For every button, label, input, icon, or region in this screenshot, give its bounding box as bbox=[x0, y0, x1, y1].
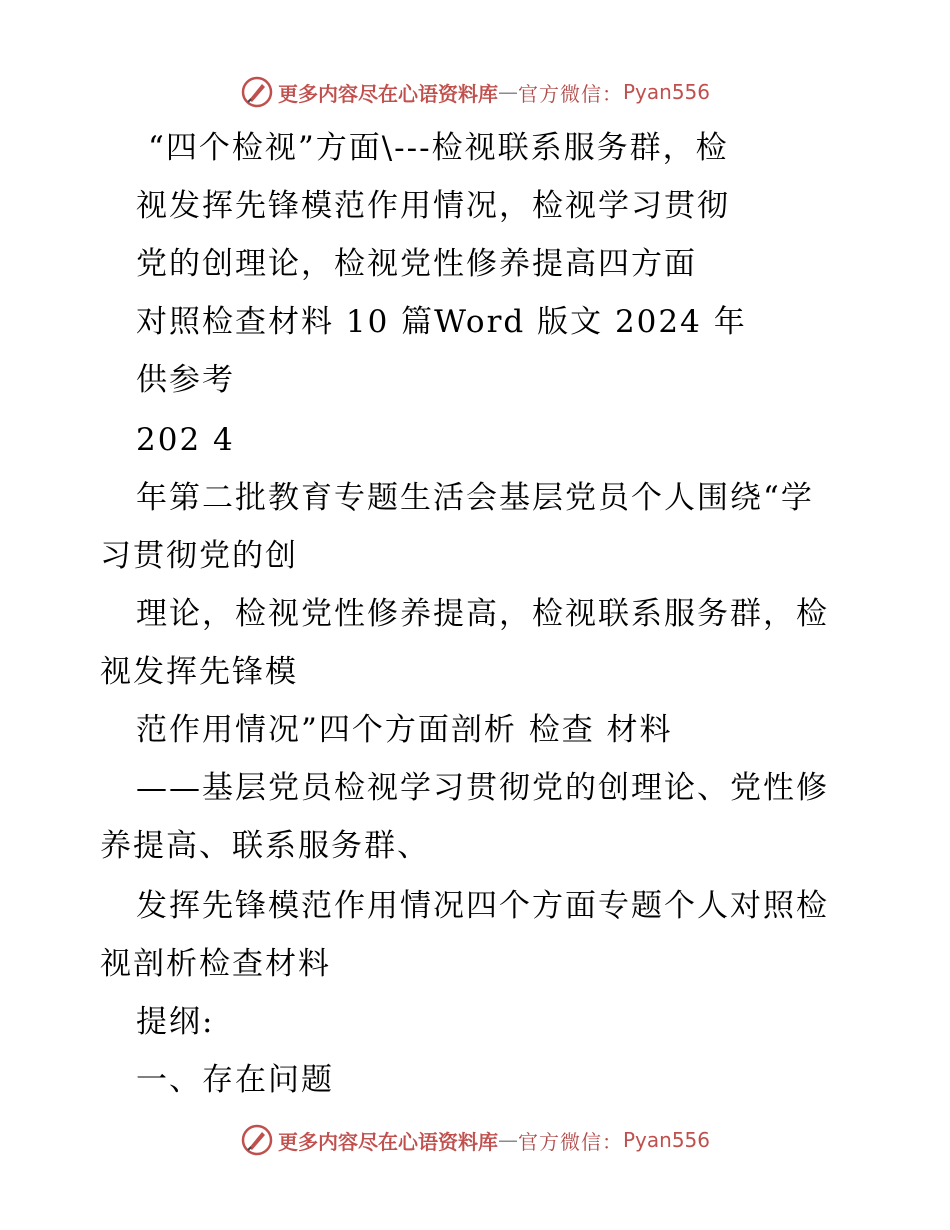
quill-logo-icon bbox=[240, 75, 274, 109]
quill-logo-icon bbox=[240, 1123, 274, 1157]
doc-line-5: 供参考 bbox=[136, 362, 235, 398]
doc-line-11: 范作用情况”四个方面剖析 检查 材料 bbox=[136, 712, 673, 748]
footer-banner bbox=[0, 1120, 950, 1160]
header-banner bbox=[0, 72, 950, 112]
doc-line-14: 发挥先锋模范作用情况四个方面专题个人对照检 bbox=[136, 888, 829, 924]
doc-line-8: 习贯彻党的创 bbox=[100, 538, 298, 574]
banner-wechat-label: 官方微信： bbox=[517, 81, 623, 106]
doc-line-2: 视发挥先锋模范作用情况，检视学习贯彻 bbox=[136, 188, 730, 224]
doc-line-10: 视发挥先锋模 bbox=[100, 654, 298, 690]
banner-wechat-label: 官方微信： bbox=[517, 1129, 623, 1154]
doc-line-13: 养提高、联系服务群、 bbox=[100, 828, 430, 864]
doc-line-4: 对照检查材料 10 篇Word 版文 2024 年 bbox=[136, 304, 747, 340]
doc-line-16: 提纲: bbox=[136, 1004, 215, 1040]
banner-dash: — bbox=[497, 1128, 518, 1152]
doc-line-7: 年第二批教育专题生活会基层党员个人围绕“学 bbox=[136, 480, 814, 516]
doc-line-6: 202 4 bbox=[136, 422, 235, 458]
banner-title: 更多内容尽在心语资料库 bbox=[277, 1129, 498, 1154]
banner-title: 更多内容尽在心语资料库 bbox=[277, 81, 498, 106]
doc-line-17: 一、存在问题 bbox=[136, 1062, 334, 1098]
doc-line-9: 理论，检视党性修养提高，检视联系服务群，检 bbox=[136, 596, 829, 632]
banner-dash: — bbox=[497, 80, 518, 104]
doc-line-3: 党的创理论，检视党性修养提高四方面 bbox=[136, 246, 697, 282]
doc-line-12: ——基层党员检视学习贯彻党的创理论、党性修 bbox=[136, 770, 829, 806]
doc-line-15: 视剖析检查材料 bbox=[100, 946, 331, 982]
banner-wechat-id: Pyan556 bbox=[622, 80, 710, 104]
doc-line-1: “四个检视”方面\---检视联系服务群，检 bbox=[148, 130, 729, 166]
banner-wechat-id: Pyan556 bbox=[622, 1128, 710, 1152]
